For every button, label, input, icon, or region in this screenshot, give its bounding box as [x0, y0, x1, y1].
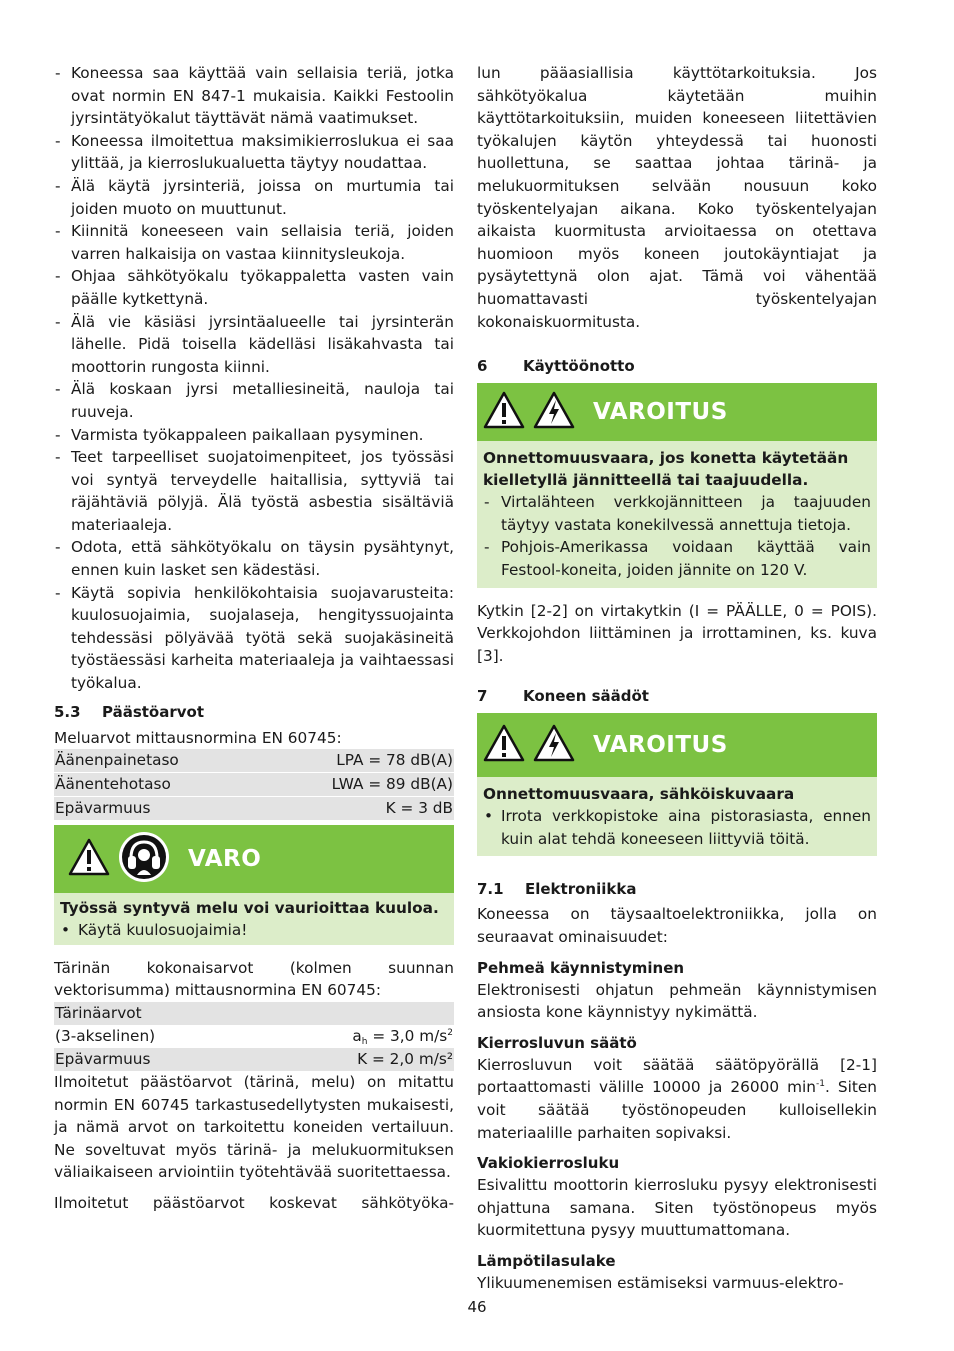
warning-lead: Onnettomuusvaara, jos konetta käytetään kielletyllä jännitteellä tai taajuudella.	[483, 449, 849, 490]
row-label: Tärinäarvot	[55, 1004, 142, 1022]
section-number: 5.3	[54, 702, 81, 721]
electric-hazard-icon	[533, 391, 575, 433]
safety-list	[54, 62, 454, 695]
list-item: - Älä koskaan jyrsi metalliesineitä, nauloja tai ruuveja.	[55, 380, 454, 421]
list-item: • Irrota verkkopistoke aina pistorasiasta, ennen kuin alat tehdä koneeseen liittyviä töitä.	[484, 807, 871, 848]
thermal-fuse-text: Ylikuumenemisen estämiseksi varmuus-elektro-	[477, 1274, 844, 1292]
section-number: 6	[477, 357, 488, 376]
warning-list	[483, 491, 871, 581]
warning-title: VAROITUS	[593, 399, 728, 426]
warning-box-voltage	[477, 383, 877, 587]
row-label: Äänentehotaso	[55, 775, 171, 794]
table-row	[54, 1025, 454, 1048]
warning-triangle-icon	[483, 391, 525, 433]
warning-list	[483, 805, 871, 850]
section-number: 7	[477, 687, 488, 706]
row-value: $a_h = 3,0$ $m/s^2$	[352, 1027, 453, 1047]
warning-icons	[483, 391, 575, 433]
list-item: - Käytä sopivia henkilökohtaisia suojavarusteita: kuulosuojaimia, suojalaseja, hengityssuojainta tehdessäsi pölyävää työtä sekä suojakäsineitä työstäessäsi karheita materiaaleja ja vaihtaessasi työkalua.	[55, 583, 454, 693]
vibration-table	[54, 1002, 454, 1071]
left-column	[54, 62, 454, 1215]
section-heading-7-1	[477, 878, 877, 900]
warning-icons	[483, 724, 575, 766]
row-label: Epävarmuus	[55, 1050, 151, 1068]
list-item: - Älä käytä jyrsinteriä, joissa on murtumia tai joiden muoto on muuttunut.	[55, 176, 454, 218]
noise-table	[54, 749, 454, 820]
vibration-intro: Tärinän kokonaisarvot (kolmen suunnan vektorisumma) mittausnormina EN 60745:	[54, 958, 454, 1000]
section-title: Käyttöönotto	[523, 357, 635, 376]
list-item: - Ohjaa sähkötyökalu työkappaletta vasten vain päälle kytkettynä.	[55, 267, 454, 308]
switch-paragraph: Kytkin [2-2] on virtakytkin (I = PÄÄLLE, 0 = POIS). Verkkojohdon liittäminen ja irrottaminen, ks. kuva [3].	[477, 601, 877, 665]
list-item: • Käytä kuulosuojaimia!	[61, 921, 248, 940]
table-row	[54, 773, 454, 796]
caution-body	[54, 893, 454, 945]
speed-control-text: Kierrosluvun voit säätää säätöpyörällä [2-1] portaattomasti välille 10000 ja 26000 $\min^{-1}$. Siten voit säätää työstönopeuden kulloisellekin materiaalille parhaiten sopivaksi.	[477, 1055, 877, 1142]
warning-lead: Onnettomuusvaara, sähköiskuvaara	[483, 785, 795, 804]
list-item: - Älä vie käsiäsi jyrsintäalueelle tai jyrsinterän lähelle. Pidä toisella kädelläsi lisäkahvasta tai moottorin rungosta kiinni.	[55, 312, 454, 376]
table-row	[54, 797, 454, 820]
warning-box-electric	[477, 713, 877, 856]
soft-start-heading: Pehmeä käynnistyminen	[477, 958, 685, 977]
section-heading-6	[477, 355, 877, 377]
constant-speed-heading: Vakiokierrosluku	[477, 1154, 620, 1173]
speed-control-heading: Kierrosluvun säätö	[477, 1033, 637, 1052]
section-number: 7.1	[477, 880, 504, 899]
list-item: - Kiinnitä koneeseen vain sellaisia teriä, joiden varren halkaisija on vastaa kiinnitysleukoja.	[55, 222, 454, 263]
list-item: - Teet tarpeelliset suojatoimenpiteet, jos työssäsi voi syntyä terveydelle haitallisia, syttyviä tai räjähtäviä pölyjä. Älä työstä asbestia sisältäviä materiaaleja.	[55, 448, 454, 534]
section-heading-7	[477, 685, 877, 707]
emission-paragraph: Ilmoitetut päästöarvot (tärinä, melu) on mitattu normin EN 60745 tarkastusedellytysten mukaisesti, ja nämä arvot on tarkoitettu koneiden vertailuun. Ne soveltuvat myös tärinä- ja melukuormituksen väliaikaiseen arviointiin työtehtävää suoritettaessa.	[54, 1073, 454, 1182]
list-item: - Odota, että sähkötyökalu on täysin pysähtynyt, ennen kuin lasket sen kädestäsi.	[55, 538, 454, 580]
table-row	[54, 1002, 454, 1025]
caution-lead: Työssä syntyvä melu voi vaurioittaa kuuloa.	[60, 899, 439, 918]
warning-body	[477, 441, 877, 587]
section-heading-5-3	[54, 701, 454, 723]
warning-title: VAROITUS	[593, 732, 728, 759]
electronics-intro: Koneessa on täysaaltoelektroniikka, jolla on seuraavat ominaisuudet:	[477, 905, 877, 947]
constant-speed-text: Esivalittu moottorin kierrosluku pysyy elektronisesti ohjattuna samana. Siten työstönopeus myös kuormitettuna pysyy muuttumattomana.	[477, 1176, 877, 1240]
thermal-fuse-heading: Lämpötilasulake	[477, 1252, 616, 1270]
warning-triangle-icon	[68, 838, 110, 880]
continued-paragraph: lun pääasiallisia käyttötarkoituksia. Jos sähkötyökalua käytetään muihin käyttötarkoituksiin, muiden koneeseen liitettävien työkalujen käytön yhteydessä tai huonosti huollettuna, se saattaa johtaa tärinä- ja melukuormituksen selvään nousuun koko työskentelyajan aikana. Koko työskentelyajan aikaista kuormitusta arvioitaessa on otettava huomioon myös koneen joutokäyntiajat ja pysäytettynä olon ajat. Tämä voi vähentää huomattavasti työskentelyajan kokonaiskuormitusta.	[477, 64, 877, 331]
section-title: Päästöarvot	[102, 702, 205, 721]
table-row	[54, 1048, 454, 1071]
section-title: Elektroniikka	[525, 880, 637, 899]
caution-list	[60, 919, 448, 942]
list-item: - Pohjois-Amerikassa voidaan käyttää vain Festool-koneita, joiden jännite on 120 V.	[484, 538, 871, 579]
row-value: LPA = 78 dB(A)	[336, 751, 453, 770]
warning-triangle-icon	[483, 724, 525, 766]
list-item: - Koneessa ilmoitettua maksimikierroslukua ei saa ylittää, ja kierroslukualuetta täytyy noudattaa.	[55, 131, 454, 173]
list-item: - Varmista työkappaleen paikallaan pysyminen.	[55, 425, 424, 444]
row-value: LWA = 89 dB(A)	[331, 775, 453, 794]
warning-header	[477, 713, 877, 777]
caution-header	[54, 825, 454, 893]
caution-box	[54, 825, 454, 945]
electric-hazard-icon	[533, 724, 575, 766]
row-label: Äänenpainetaso	[55, 751, 179, 770]
caution-title: VARO	[188, 846, 262, 873]
emission-paragraph-2: Ilmoitetut päästöarvot koskevat sähkötyöka-	[54, 1193, 454, 1212]
list-item: - Koneessa saa käyttää vain sellaisia teriä, jotka ovat normin EN 847-1 mukaisia. Kaikki Festoolin jyrsintätyökalut täyttävät nämä vaatimukset.	[55, 64, 454, 128]
row-label: (3-akselinen)	[55, 1027, 156, 1045]
noise-intro: Meluarvot mittausnormina EN 60745:	[54, 728, 342, 747]
soft-start-text: Elektronisesti ohjatun pehmeän käynnistymisen ansiosta kone käynnistyy nykimättä.	[477, 980, 877, 1022]
ear-protection-icon	[118, 831, 170, 887]
list-item: - Virtalähteen verkkojännitteen ja taajuuden täytyy vastata konekilvessä annettuja tietoja.	[484, 493, 871, 534]
right-column	[477, 62, 877, 1295]
warning-header	[477, 383, 877, 441]
caution-icons	[68, 831, 170, 887]
row-value: K = 2,0 m/s²	[357, 1050, 453, 1068]
section-title: Koneen säädöt	[523, 687, 649, 706]
page-number: 46	[467, 1298, 487, 1316]
row-label: Epävarmuus	[55, 799, 151, 818]
row-value: K = 3 dB	[385, 799, 453, 818]
table-row	[54, 749, 454, 772]
warning-body	[477, 777, 877, 856]
